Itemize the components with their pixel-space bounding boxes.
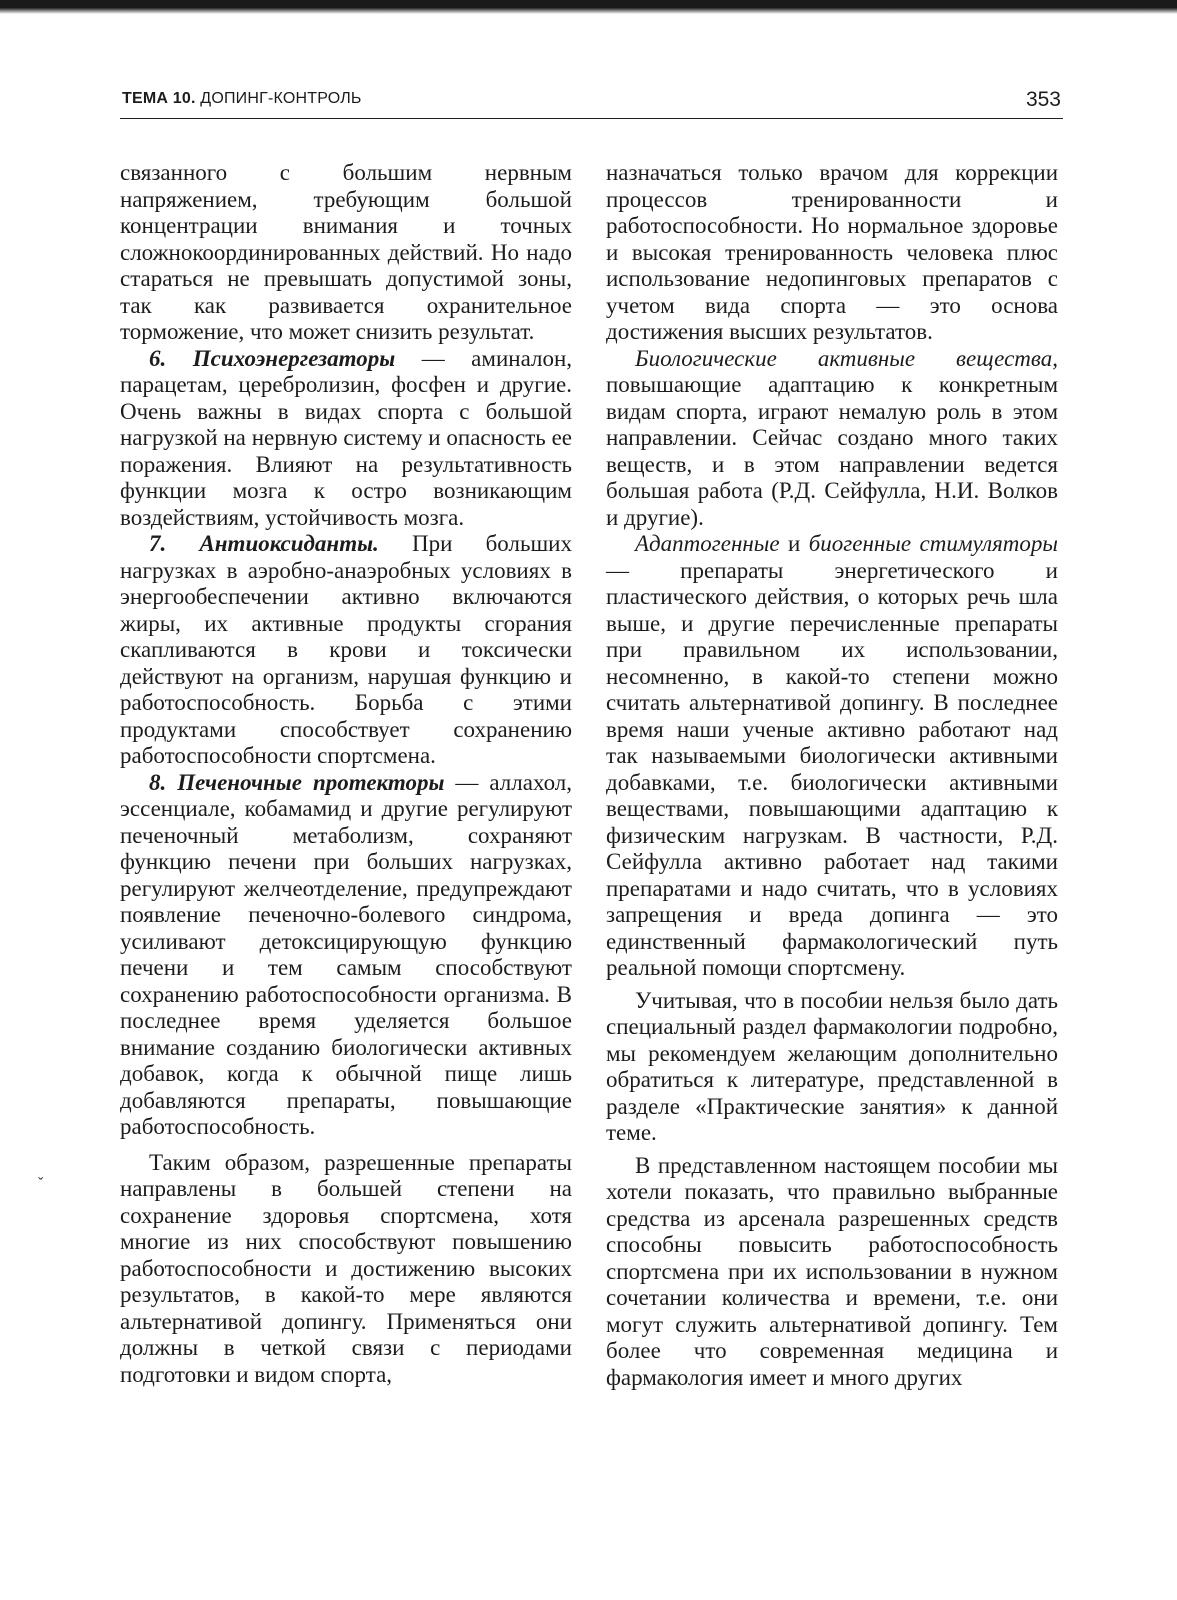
section-title: ДОПИНГ-КОНТРОЛЬ [200, 90, 362, 107]
left-column [120, 160, 572, 1388]
paragraph-text: Учитывая, что в пособии нельзя было дать специальный раздел фармакологии подробно, мы рекомендуем желающим дополнительно обратиться к литературе, представленной в разделе «Практические занятия» к данной теме. [606, 987, 1058, 1145]
paragraph-text: назначаться только врачом для коррекции процессов тренированности и работоспособности. Но нормальное здоровье и высокая тренированность человека плюс использование недопинговых препаратов с учетом вида спорта — это основа достижения высших результатов. [606, 160, 1058, 344]
paragraph-term: 6. Психоэнергезаторы [149, 345, 396, 371]
paragraph [606, 988, 1058, 1147]
right-column [606, 160, 1058, 1391]
paragraph [120, 770, 572, 1141]
running-header [120, 88, 1063, 119]
paragraph-term: Биологические активные вещества, [635, 345, 1058, 371]
paragraph-text: — аминалон, парацетам, церебролизин, фосфен и другие. Очень важны в видах спорта с большой нагрузкой на нервную систему и опасность ее поражения. Влияют на результативность функции мозга к остро возникающим воздействиям, устойчивость мозга. [120, 345, 573, 530]
paragraph-term: 7. Антиоксиданты. [149, 531, 379, 556]
paragraph [120, 1150, 572, 1389]
scan-top-edge [0, 0, 1177, 14]
paragraph-term-2: биогенные стимуляторы [808, 531, 1058, 556]
paragraph [606, 1153, 1058, 1392]
section-label: ТЕМА 10. [122, 90, 196, 107]
paragraph-text: — аллахол, эссенциале, кобамамид и другие регулируют печеночный метаболизм, сохраняют функцию печени при больших нагрузках, регулируют желчеотделение, предупреждают появление печеночно-болевого синдрома, усиливают детоксицирующую функцию печени и тем самым способствуют сохранению работоспособности организма. В последнее время уделяется большое внимание созданию биологически активных добавок, когда к обычной пище лишь добавляются препараты, повышающие работоспособность. [120, 769, 572, 1139]
paragraph-text: Таким образом, разрешенные препараты направлены в большей степени на сохранение здоровья спортсмена, хотя многие из них способствуют повышению работоспособности и достижению высоких результатов, в какой-то мере являются альтернативой допингу. Применяться они должны в четкой связи с периодами подготовки и видом спорта, [120, 1149, 572, 1387]
paragraph-term: 8. Печеночные протекторы [149, 769, 445, 795]
paragraph [606, 160, 1058, 346]
paragraph [120, 160, 572, 346]
paragraph-text: В представленном настоящем пособии мы хотели показать, что правильно выбранные средства из арсенала разрешенных средств способны повысить работоспособность спортсмена при их использовании в нужном сочетании количества и времени, т.е. они могут служить альтернативой допингу. Тем более что современная медицина и фармакология имеет и много других [606, 1152, 1058, 1390]
paragraph-connector: и [779, 531, 809, 556]
paragraph [606, 346, 1058, 532]
paragraph [606, 531, 1058, 982]
page-number: 353 [1025, 88, 1061, 111]
paragraph [120, 531, 572, 770]
running-header-title [122, 90, 362, 108]
paragraph [120, 346, 572, 532]
paragraph-text: повышающие адаптацию к конкретным видам спорта, играют немалую роль в этом направлении. Сейчас создано много таких веществ, и в этом направлении ведется большая работа (Р.Д. Сейфулла, Н.И. Волков и другие). [606, 372, 1058, 530]
scan-speck: ˇ [38, 1175, 44, 1192]
paragraph-text: — препараты энергетического и пластического действия, о которых речь шла выше, и другие перечисленные препараты при правильном их использовании, несомненно, в какой-то степени можно считать альтернативой допингу. В последнее время наши ученые активно работают над так называемыми биологически активными добавками, т.е. биологически активными веществами, повышающими адаптацию к физическим нагрузкам. В частности, Р.Д. Сейфулла активно работает над такими препаратами и надо считать, что в условиях запрещения и вреда допинга — это единственный фармакологический путь реальной помощи спортсмену. [606, 557, 1058, 980]
paragraph-text: связанного с большим нервным напряжением, требующим большой концентрации внимания и точных сложнокоординированных действий. Но надо стараться не превышать допустимой зоны, так как развивается охранительное торможение, что может снизить результат. [120, 160, 572, 344]
paragraph-text: При больших нагрузках в аэробно-анаэробных условиях в энергообеспечении активно включаются жиры, их активные продукты сгорания скапливаются в крови и токсически действуют на организм, нарушая функцию и работоспособность. Борьба с этими продуктами способствует сохранению работоспособности спортсмена. [120, 531, 572, 768]
paragraph-term: Адаптогенные [635, 531, 780, 556]
